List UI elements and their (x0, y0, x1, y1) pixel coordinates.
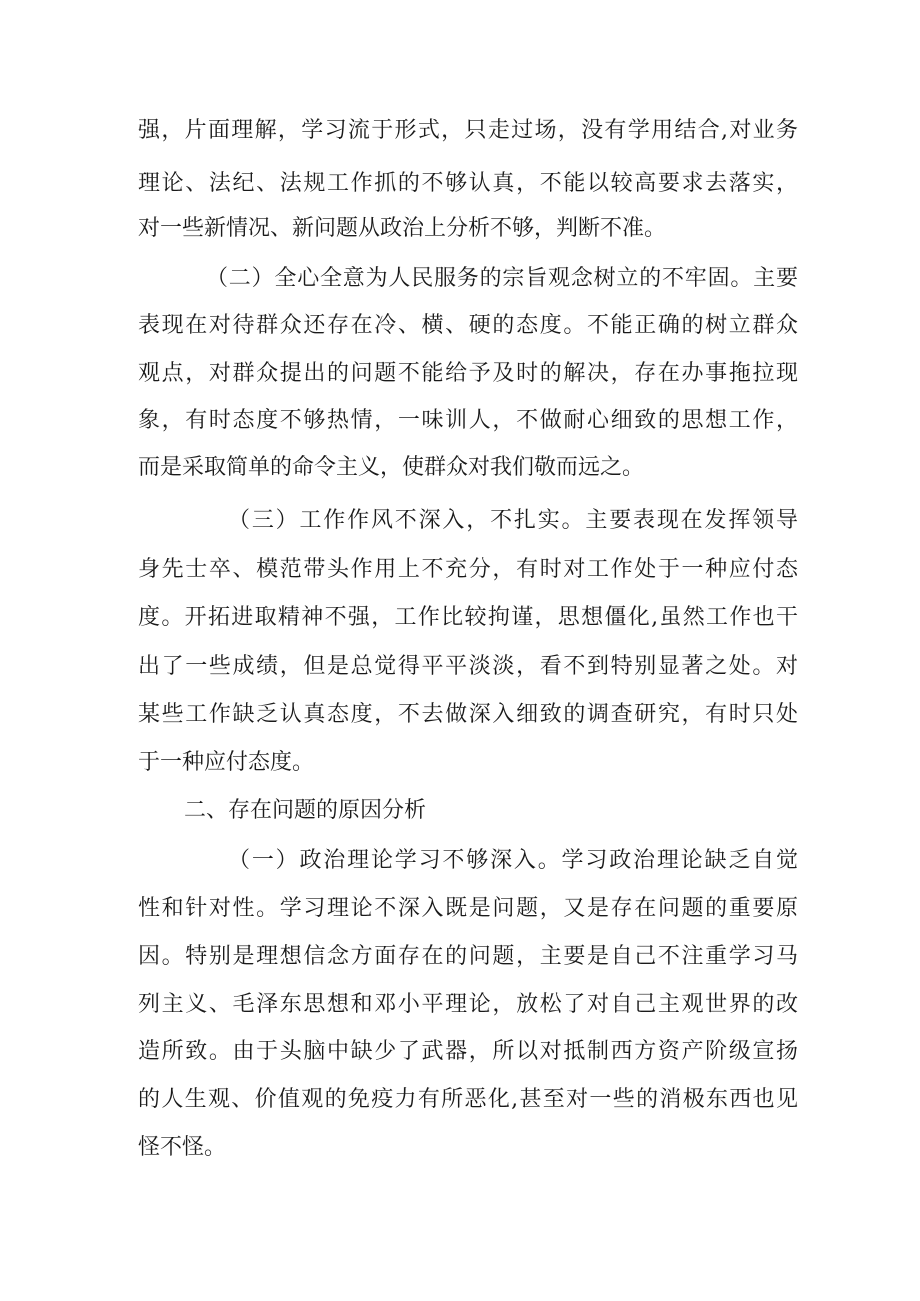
paragraph-line: 造所致。由于头脑中缺少了武器，所以对抵制西方资产阶级宣扬 (138, 1039, 798, 1064)
paragraph-line: 强，片面理解，学习流于形式，只走过场，没有学用结合,对业务 (138, 118, 798, 143)
paragraph-line: （二）全心全意为人民服务的宗旨观念树立的不牢固。主要 (206, 266, 798, 291)
section-heading: 二、存在问题的原因分析 (184, 798, 427, 823)
paragraph-line: （一）政治理论学习不够深入。学习政治理论缺乏自觉 (228, 848, 798, 873)
paragraph-line: 因。特别是理想信念方面存在的问题，主要是自己不注重学习马 (138, 944, 798, 969)
paragraph-line: （三）工作作风不深入，不扎实。主要表现在发挥领导 (228, 508, 798, 533)
paragraph-line: 而是采取简单的命令主义，使群众对我们敬而远之。 (138, 455, 645, 480)
paragraph-line: 理论、法纪、法规工作抓的不够认真，不能以较高要求去落实， (138, 171, 798, 196)
paragraph-line: 象，有时态度不够热情，一味训人，不做耐心细致的思想工作， (138, 408, 798, 433)
paragraph-line: 观点，对群众提出的问题不能给予及时的解决，存在办事拖拉现 (138, 361, 798, 386)
paragraph-line: 于一种应付态度。 (138, 750, 315, 775)
paragraph-line: 性和针对性。学习理论不深入既是问题，又是存在问题的重要原 (138, 896, 798, 921)
paragraph-line: 列主义、毛泽东思想和邓小平理论，放松了对自己主观世界的改 (138, 992, 798, 1017)
paragraph-line: 对一些新情况、新问题从政治上分析不够，判断不准。 (138, 216, 667, 241)
paragraph-line: 表现在对待群众还存在冷、横、硬的态度。不能正确的树立群众 (138, 313, 798, 338)
paragraph-line: 的人生观、价值观的免疫力有所恶化,甚至对一些的消极东西也见 (138, 1087, 798, 1112)
paragraph-line: 某些工作缺乏认真态度，不去做深入细致的调查研究，有时只处 (138, 702, 798, 727)
paragraph-line: 度。开拓进取精神不强，工作比较拘谨，思想僵化,虽然工作也干 (138, 605, 798, 630)
paragraph-line: 出了一些成绩，但是总觉得平平淡淡，看不到特别显著之处。对 (138, 654, 798, 679)
paragraph-line: 身先士卒、模范带头作用上不充分，有时对工作处于一种应付态 (138, 557, 798, 582)
paragraph-line: 怪不怪。 (138, 1135, 227, 1160)
